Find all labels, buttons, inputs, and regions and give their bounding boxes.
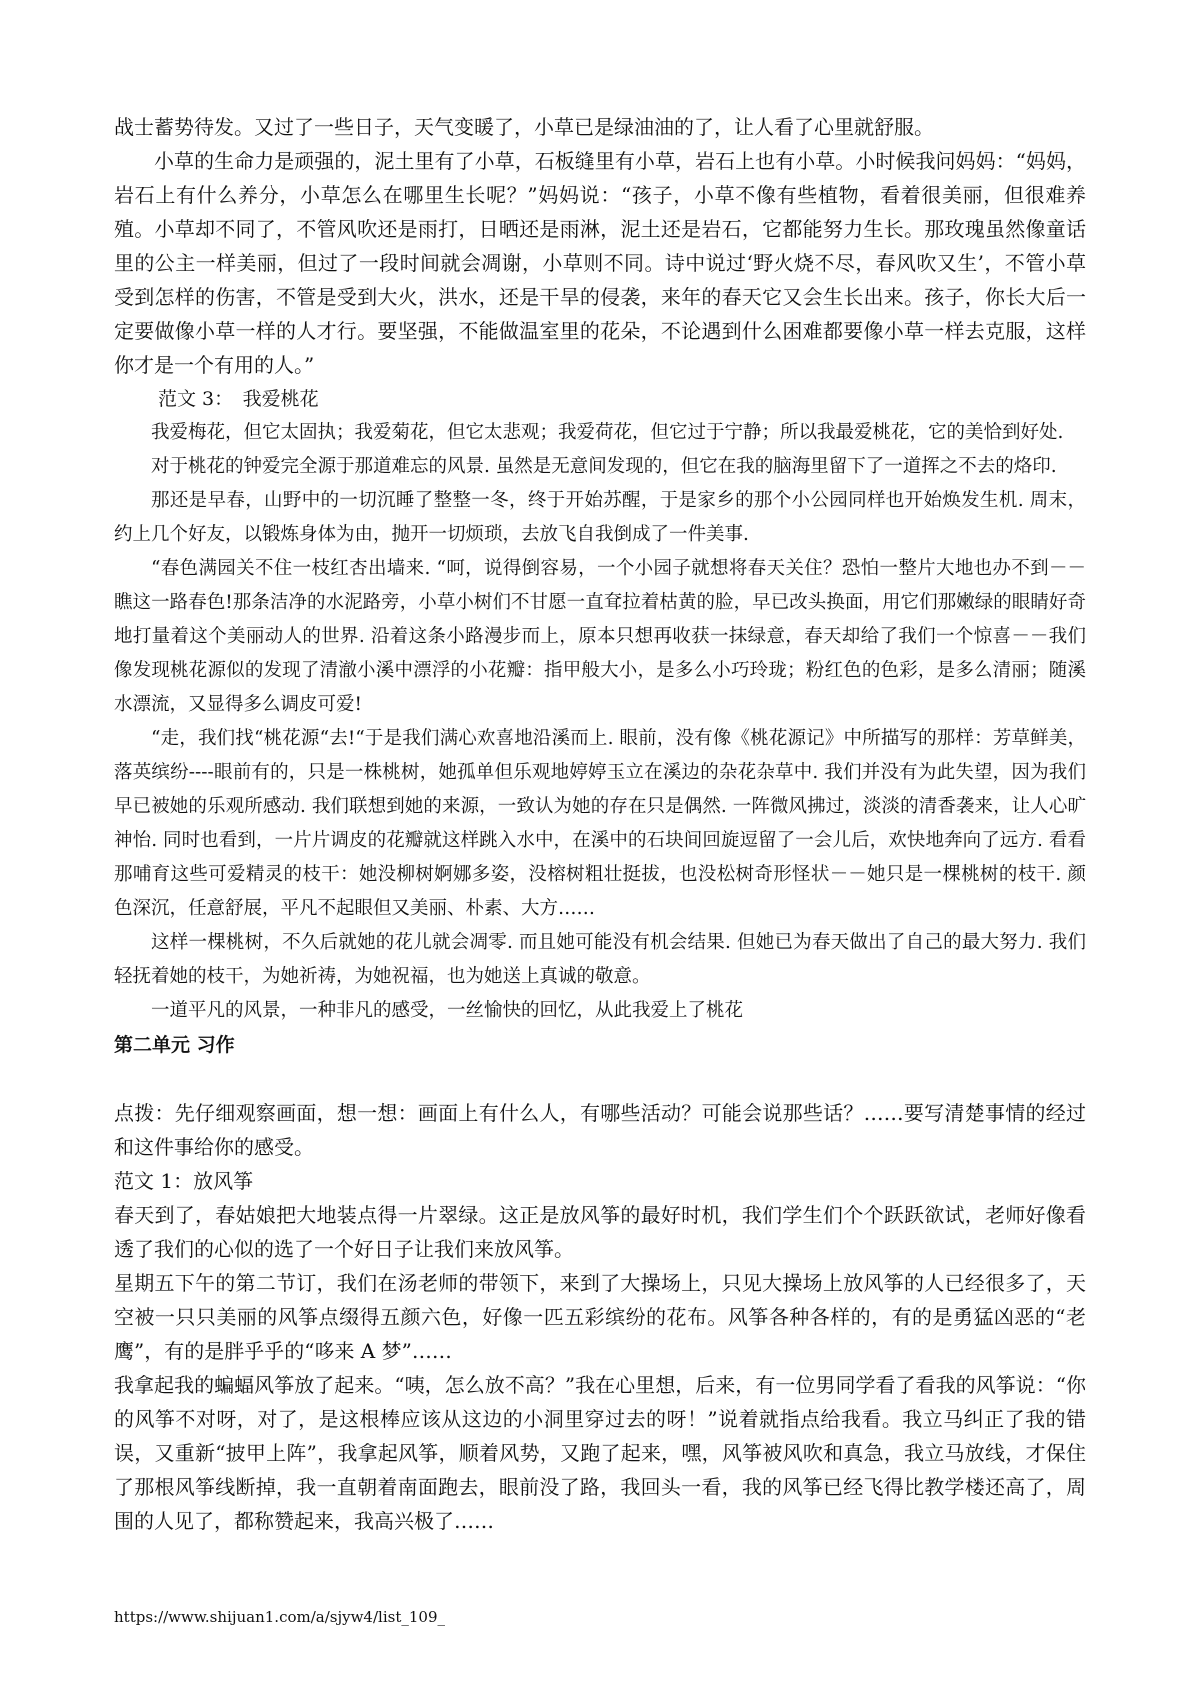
essay3-paragraph-7: 一道平凡的风景，一种非凡的感受，一丝愉快的回忆，从此我爱上了桃花 xyxy=(151,1000,744,1021)
essay3-paragraph-2: 对于桃花的钟爱完全源于那道难忘的风景. 虽然是无意间发现的，但它在我的脑海里留下了一道挥之不去的烙印. xyxy=(151,456,1057,477)
unit2-paragraph-3: 我拿起我的蝙蝠风筝放了起来。“咦，怎么放不高？”我在心里想，后来，有一位男同学看了看我的风筝说：“你的风筝不对呀，对了，是这根棒应该从这边的小洞里穿过去的呀！”说着就指点给我看。我立马纠正了我的错误，又重新“披甲上阵”，我拿起风筝，顺着风势，又跑了起来，嘿，风筝被风吹和真急，我立马放线，才保住了那根风筝线断掉，我一直朝着南面跑去，眼前没了路，我回头一看，我的风筝已经飞得比教学楼还高了，周围的人见了，都称赞起来，我高兴极了…… xyxy=(114,1373,1086,1533)
unit2-essay-title: 范文 1：放风筝 xyxy=(114,1169,254,1193)
unit2-paragraph-1: 春天到了，春姑娘把大地装点得一片翠绿。这正是放风筝的最好时机，我们学生们个个跃跃欲试，老师好像看透了我们的心似的选了一个好日子让我们来放风筝。 xyxy=(114,1203,1086,1261)
footer-url[interactable]: https://www.shijuan1.com/a/sjyw4/list_109_ xyxy=(114,1608,445,1626)
essay3-paragraph-3: 那还是早春，山野中的一切沉睡了整整一冬，终于开始苏醒，于是家乡的那个小公园同样也开始焕发生机. 周末，约上几个好友，以锻炼身体为由，抛开一切烦琐，去放飞自我倒成了一件美事. xyxy=(114,490,1086,545)
essay3-paragraph-6: 这样一棵桃树，不久后就她的花儿就会凋零. 而且她可能没有机会结果. 但她已为春天做出了自己的最大努力. 我们轻抚着她的枝干，为她祈祷，为她祝福，也为她送上真诚的敬意。 xyxy=(114,932,1086,987)
blank-line xyxy=(114,1062,1086,1096)
document-page xyxy=(114,110,1086,1538)
essay3-paragraph-5: “走，我们找“桃花源“去!“于是我们满心欢喜地沿溪而上. 眼前，没有像《桃花源记》中所描写的那样：芳草鲜美，落英缤纷----眼前有的，只是一株桃树，她孤单但乐观地婷婷玉立在溪边的杂花杂草中. 我们并没有为此失望，因为我们早已被她的乐观所感动. 我们联想到她的来源，一致认为她的存在只是偶然. 一阵微风拂过，淡淡的清香袭来，让人心旷神怡. 同时也看到，一片片调皮的花瓣就这样跳入水中，在溪中的石块间回旋逗留了一会儿后，欢快地奔向了远方. 看看那哺育这些可爱精灵的枝干：她没柳树婀娜多姿，没榕树粗壮挺拔，也没松树奇形怪状－－她只是一棵桃树的枝干. 颜色深沉，任意舒展，平凡不起眼但又美丽、朴素、大方…… xyxy=(114,728,1086,919)
unit2-hint: 点拨：先仔细观察画面，想一想：画面上有什么人，有哪些活动？可能会说那些话？……要写清楚事情的经过和这件事给你的感受。 xyxy=(114,1101,1086,1159)
paragraph-continued: 战士蓄势待发。又过了一些日子，天气变暖了，小草已是绿油油的了，让人看了心里就舒服。 xyxy=(114,115,934,139)
unit2-heading: 第二单元 习作 xyxy=(114,1034,235,1056)
paragraph-grass: 小草的生命力是顽强的，泥土里有了小草，石板缝里有小草，岩石上也有小草。小时候我问妈妈：“妈妈，岩石上有什么养分，小草怎么在哪里生长呢？”妈妈说：“孩子，小草不像有些植物，看着很美丽，但很难养殖。小草却不同了，不管风吹还是雨打，日晒还是雨淋，泥土还是岩石，它都能努力生长。那玫瑰虽然像童话里的公主一样美丽，但过了一段时间就会凋谢，小草则不同。诗中说过‘野火烧不尽，春风吹又生’，不管小草受到怎样的伤害，不管是受到大火，洪水，还是干旱的侵袭，来年的春天它又会生长出来。孩子，你长大后一定要做像小草一样的人才行。要坚强，不能做温室里的花朵，不论遇到什么困难都要像小草一样去克服，这样你才是一个有用的人。” xyxy=(114,149,1086,377)
essay3-title: 范文 3： 我爱桃花 xyxy=(158,388,319,410)
essay3-paragraph-4: “春色满园关不住一枝红杏出墙来. “呵，说得倒容易，一个小园子就想将春天关住？恐怕一整片大地也办不到－－瞧这一路春色!那条洁净的水泥路旁，小草小树们不甘愿一直耷拉着枯黄的脸，早已改头换面，用它们那嫩绿的眼睛好奇地打量着这个美丽动人的世界. 沿着这条小路漫步而上，原本只想再收获一抹绿意，春天却给了我们一个惊喜－－我们像发现桃花源似的发现了清澈小溪中漂浮的小花瓣：指甲般大小，是多么小巧玲珑；粉红色的色彩，是多么清丽；随溪水漂流，又显得多么调皮可爱! xyxy=(114,558,1086,715)
unit2-paragraph-2: 星期五下午的第二节订，我们在汤老师的带领下，来到了大操场上，只见大操场上放风筝的人已经很多了，天空被一只只美丽的风筝点缀得五颜六色，好像一匹五彩缤纷的花布。风筝各种各样的，有的是勇猛凶恶的“老鹰”，有的是胖乎乎的“哆来 A 梦”…… xyxy=(114,1271,1086,1363)
essay3-paragraph-1: 我爱梅花，但它太固执；我爱菊花，但它太悲观；我爱荷花，但它过于宁静；所以我最爱桃花，它的美恰到好处. xyxy=(151,422,1064,443)
